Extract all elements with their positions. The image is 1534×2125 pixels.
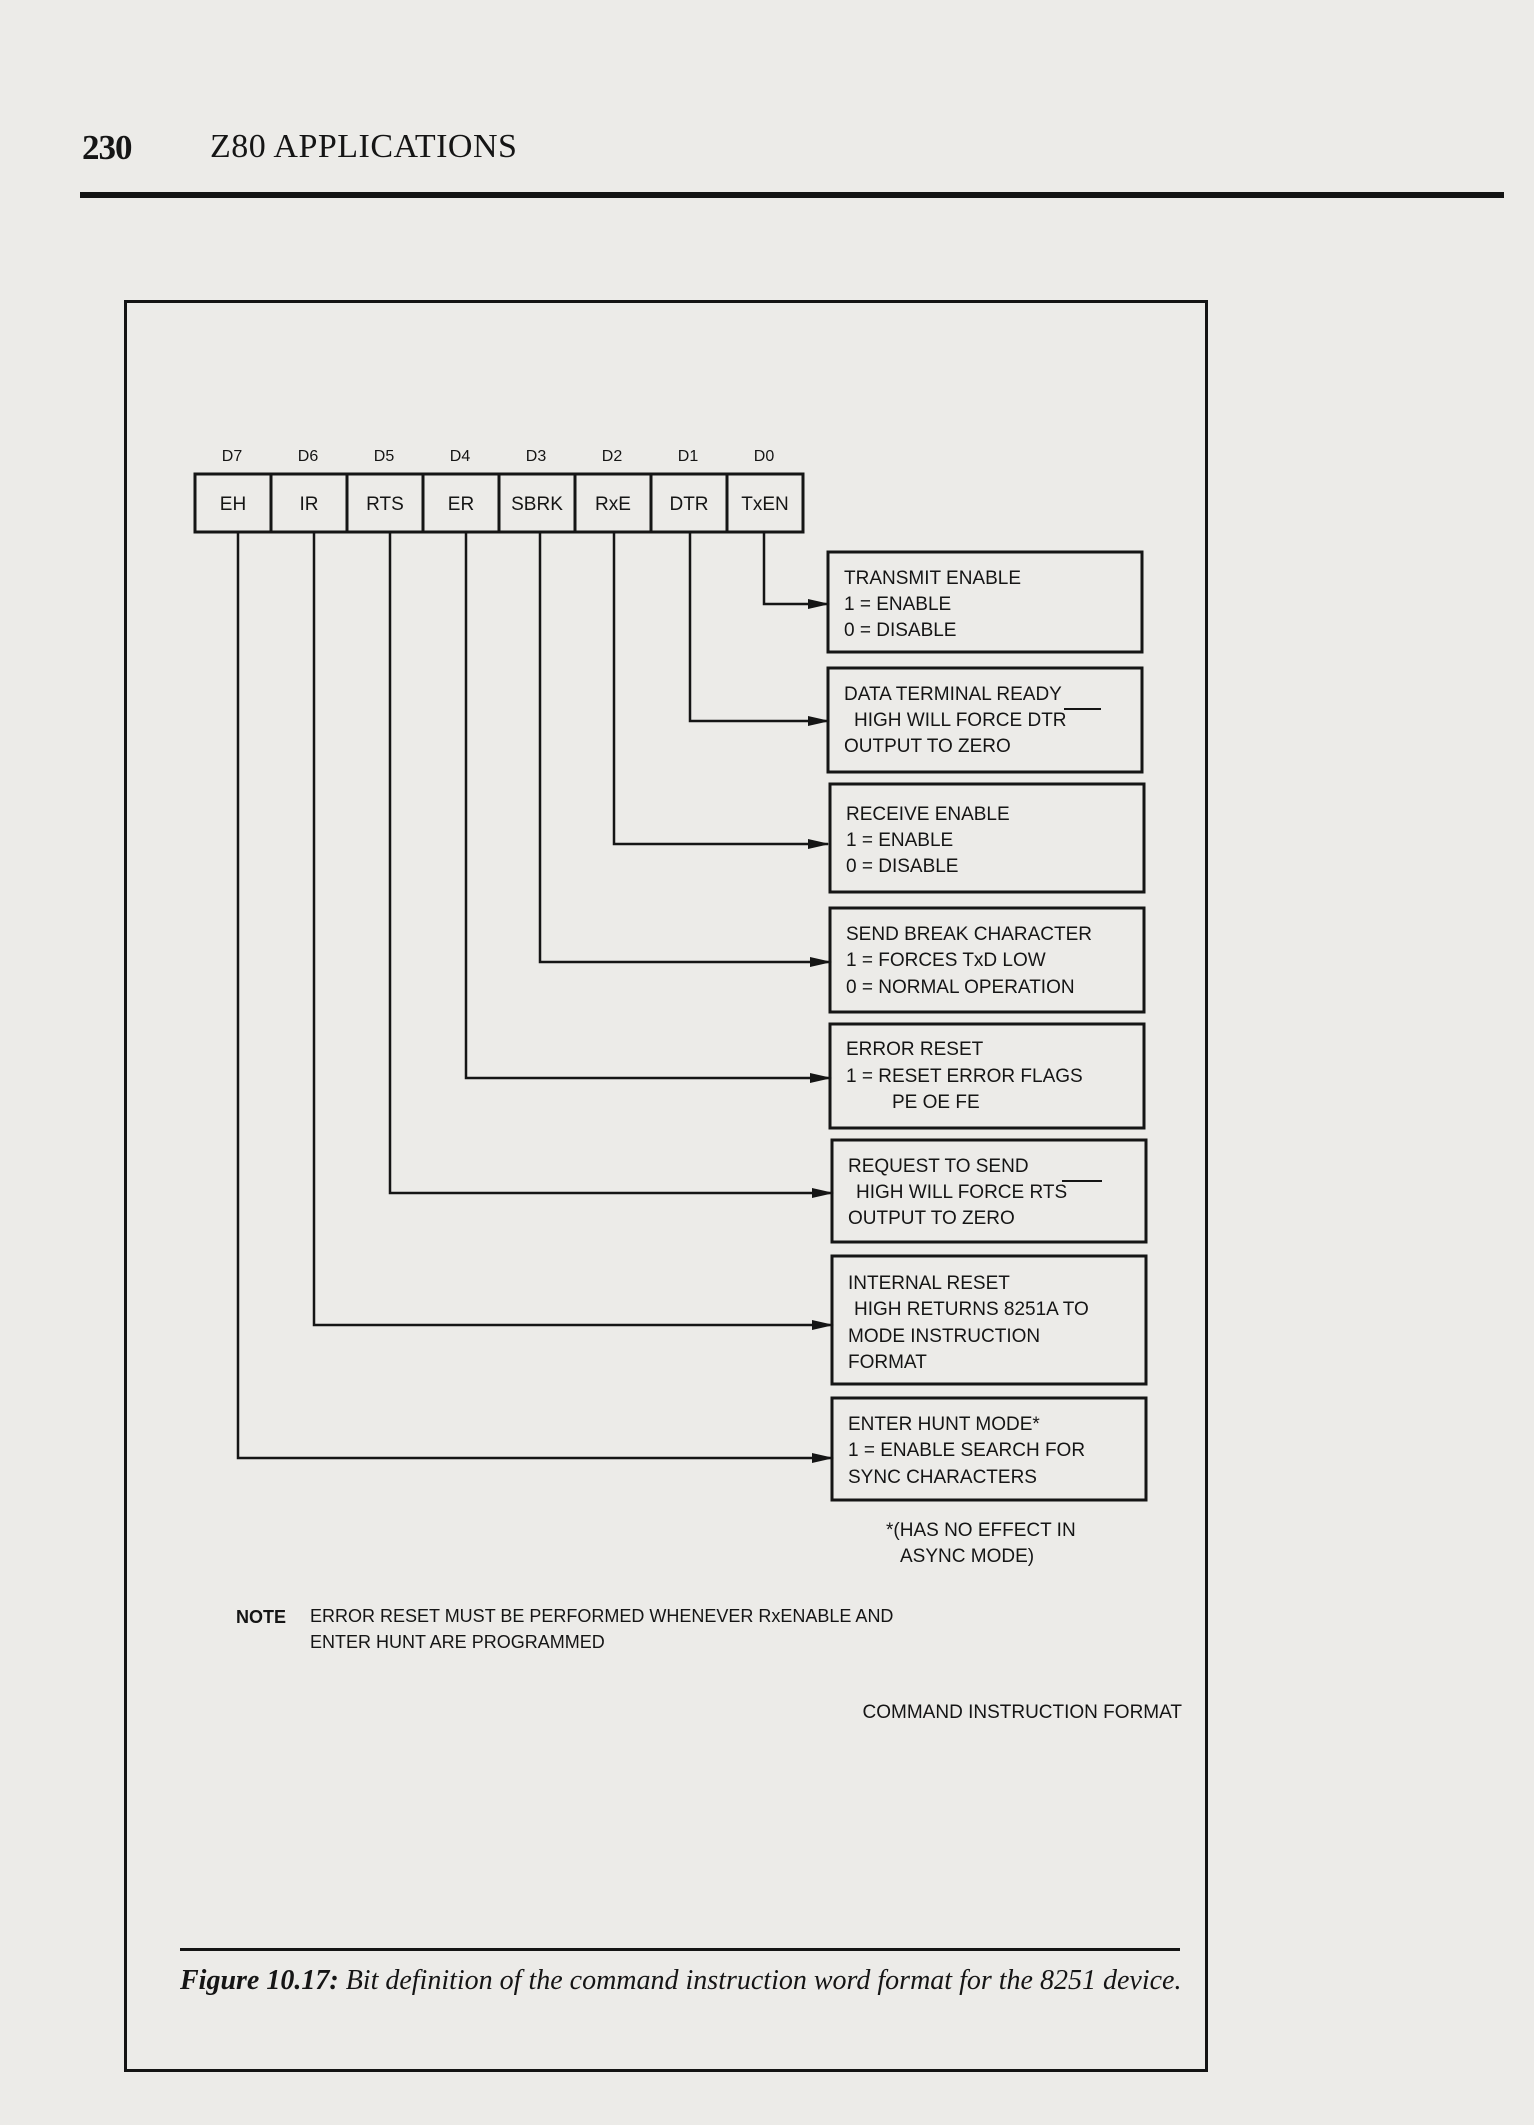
box-4-line-3: 0 = NORMAL OPERATION: [846, 977, 1075, 998]
box-4-line-2: 1 = FORCES TxD LOW: [846, 950, 1046, 971]
bit-label-d6: D6: [297, 448, 319, 465]
connector-er: [466, 532, 830, 1078]
box-2-line-3: OUTPUT TO ZERO: [844, 736, 1011, 757]
footnote: [886, 1520, 1076, 1567]
box-7-line-2: HIGH RETURNS 8251A TO: [854, 1299, 1089, 1320]
note: [236, 1606, 893, 1652]
bit-label-d3: D3: [525, 448, 547, 465]
note-line-2: ENTER HUNT ARE PROGRAMMED: [310, 1632, 605, 1652]
connectors: [238, 532, 832, 1458]
connector-ir: [314, 532, 832, 1325]
connector-rts: [390, 532, 832, 1193]
bit-label-d4: D4: [449, 448, 471, 465]
box-5-line-2: 1 = RESET ERROR FLAGS: [846, 1066, 1083, 1087]
caption-rule: [180, 1948, 1180, 1951]
box-1-line-2: 1 = ENABLE: [844, 594, 952, 615]
box-3-line-2: 1 = ENABLE: [846, 830, 954, 851]
box-6-text: [848, 1156, 1102, 1229]
box-5-line-1: ERROR RESET: [846, 1039, 984, 1060]
cell-eh: EH: [219, 494, 247, 515]
box-2-line-1: DATA TERMINAL READY: [844, 684, 1062, 705]
cell-er: ER: [447, 494, 475, 515]
box-4-line-1: SEND BREAK CHARACTER: [846, 924, 1092, 945]
footnote-line-1: *(HAS NO EFFECT IN: [886, 1520, 1076, 1541]
bit-label-d0: D0: [753, 448, 775, 465]
box-5-line-3: PE OE FE: [892, 1092, 980, 1113]
cell-txen: TxEN: [741, 494, 789, 515]
connector-dtr: [690, 532, 828, 721]
box-6-line-2: HIGH WILL FORCE RTS: [856, 1182, 1068, 1203]
cell-sbrk: SBRK: [511, 494, 563, 515]
box-7-line-3: MODE INSTRUCTION: [848, 1326, 1041, 1347]
connector-txen: [764, 532, 828, 604]
diagram-title: COMMAND INSTRUCTION FORMAT: [862, 1702, 1182, 1723]
box-5-text: [846, 1039, 1083, 1113]
caption-label: Figure 10.17:: [180, 1965, 339, 1996]
bit-label-d2: D2: [601, 448, 623, 465]
cell-rxe: RxE: [595, 494, 631, 515]
box-8-line-2: 1 = ENABLE SEARCH FOR: [848, 1440, 1086, 1461]
box-3-line-1: RECEIVE ENABLE: [846, 804, 1010, 825]
box-1-text: [844, 568, 1021, 641]
note-label: NOTE: [236, 1607, 287, 1627]
box-6-line-1: REQUEST TO SEND: [848, 1156, 1029, 1177]
bit-label-d7: D7: [221, 448, 243, 465]
box-1-line-3: 0 = DISABLE: [844, 620, 957, 641]
caption-text: Bit definition of the command instruction word format for the 8251 device.: [345, 1965, 1182, 1996]
box-8-text: [848, 1414, 1085, 1488]
box-7-text: [848, 1273, 1089, 1373]
running-title: Z80 APPLICATIONS: [210, 128, 518, 165]
box-4-text: [846, 924, 1092, 998]
box-8-line-1: ENTER HUNT MODE*: [848, 1414, 1040, 1435]
box-2-text: [844, 684, 1101, 757]
box-3-line-3: 0 = DISABLE: [846, 856, 959, 877]
register-cells: [220, 494, 789, 515]
bit-labels: [222, 448, 775, 465]
bit-label-d5: D5: [373, 448, 395, 465]
cell-rts: RTS: [366, 494, 404, 515]
register-row: [195, 474, 803, 532]
footnote-line-2: ASYNC MODE): [900, 1546, 1035, 1567]
box-7-line-1: INTERNAL RESET: [848, 1273, 1010, 1294]
box-3-text: [846, 804, 1010, 877]
connector-sbrk: [540, 532, 830, 962]
note-line-1: ERROR RESET MUST BE PERFORMED WHENEVER RxENABLE AND: [310, 1606, 894, 1626]
connector-rxe: [614, 532, 828, 844]
page-number: 230: [82, 128, 132, 167]
connector-eh: [238, 532, 832, 1458]
cell-ir: IR: [299, 494, 319, 515]
figure-caption: [180, 1962, 1190, 2000]
box-2-line-2: HIGH WILL FORCE DTR: [854, 710, 1067, 731]
cell-dtr: DTR: [669, 494, 709, 515]
box-6-line-3: OUTPUT TO ZERO: [848, 1208, 1015, 1229]
box-8-line-3: SYNC CHARACTERS: [848, 1467, 1037, 1488]
bit-label-d1: D1: [677, 448, 699, 465]
box-7-line-4: FORMAT: [848, 1352, 927, 1373]
box-1-line-1: TRANSMIT ENABLE: [844, 568, 1022, 589]
